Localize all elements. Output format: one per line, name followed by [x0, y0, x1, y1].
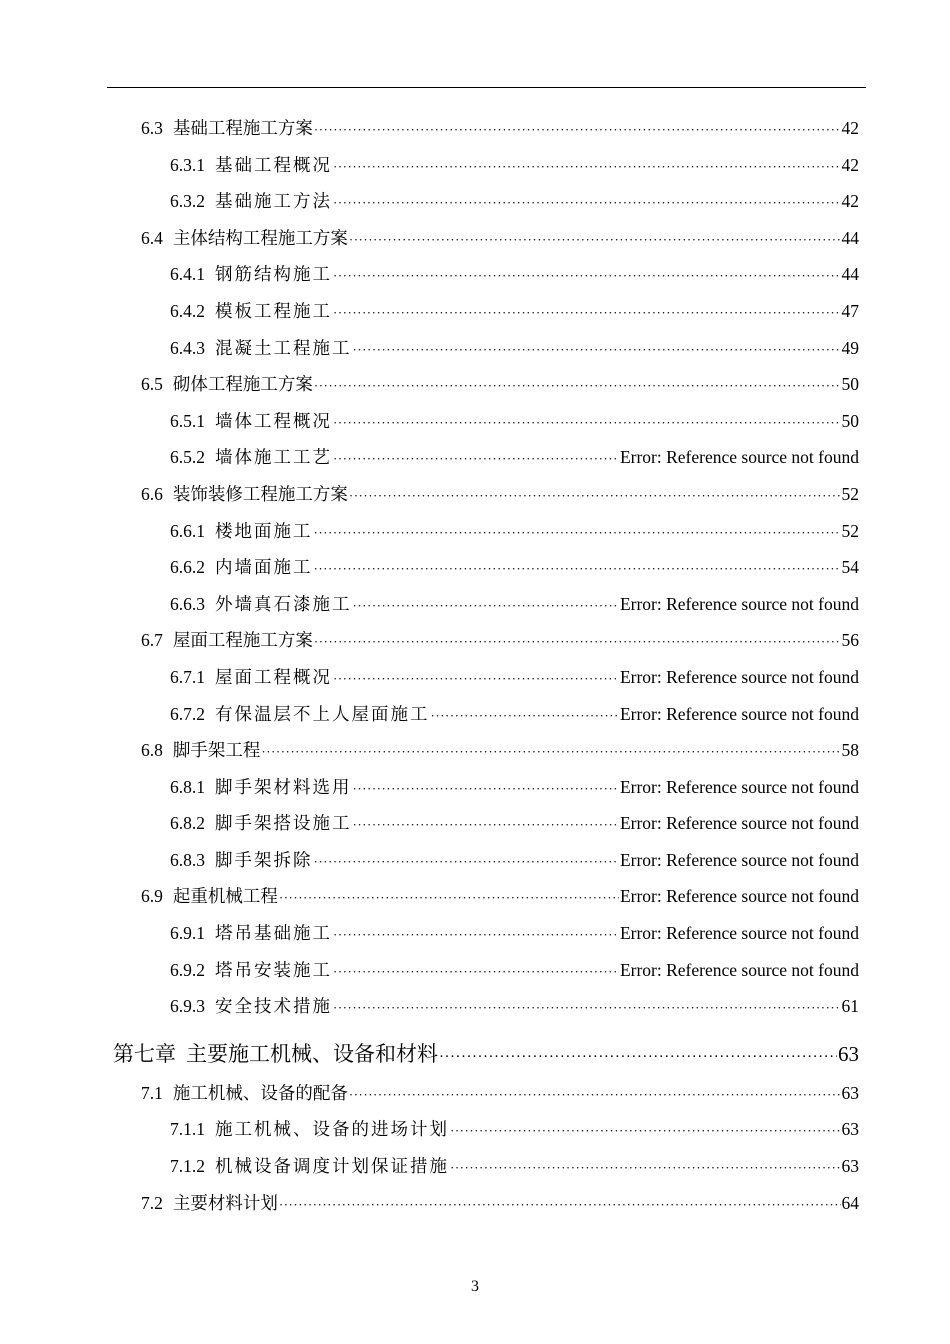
toc-entry-title: 钢筋结构施工: [215, 264, 332, 285]
toc-entry-number: 6.9: [141, 886, 163, 907]
toc-dot-leader: [333, 661, 619, 698]
toc-entry-title: 混凝土工程施工: [215, 337, 352, 358]
toc-entry[interactable]: [0, 732, 950, 769]
toc-entry-title: 施工机械、设备的进场计划: [215, 1119, 449, 1140]
toc-entry[interactable]: [0, 330, 950, 367]
toc-entry-page: 63: [841, 1082, 859, 1103]
toc-entry[interactable]: [0, 878, 950, 915]
footer-page-number: 3: [471, 1278, 479, 1295]
toc-entry[interactable]: [0, 220, 950, 257]
toc-entry[interactable]: [0, 110, 950, 147]
toc-entry-title: 脚手架工程: [172, 740, 261, 761]
toc-entry[interactable]: [0, 476, 950, 513]
toc-entry-title: 主要施工机械、设备和材料: [186, 1041, 438, 1066]
toc-dot-leader: [349, 478, 841, 515]
toc-entry-title: 有保温层不上人屋面施工: [215, 703, 430, 724]
toc-dot-leader: [353, 332, 841, 369]
toc-entry[interactable]: [0, 769, 950, 806]
toc-entry-page: 42: [841, 118, 859, 138]
toc-entry-page: 61: [841, 996, 859, 1017]
toc-dot-leader: [333, 149, 841, 186]
toc-entry-page: Error: Reference source not found: [619, 813, 859, 834]
toc-entry-title: 砌体工程施工方案: [172, 374, 313, 395]
toc-entry-number: 6.9.2: [170, 959, 205, 980]
toc-dot-leader: [314, 368, 841, 405]
toc-entry-title: 塔吊安装施工: [215, 959, 332, 980]
toc-entry[interactable]: [0, 696, 950, 733]
toc-entry-number: 6.6.2: [170, 557, 205, 578]
toc-dot-leader: [314, 844, 619, 881]
toc-entry-title: 主体结构工程施工方案: [172, 227, 348, 248]
toc-dot-leader: [333, 441, 619, 478]
toc-dot-leader: [349, 1077, 841, 1114]
toc-entry[interactable]: [0, 586, 950, 623]
toc-entry-title: 基础工程施工方案: [172, 118, 313, 138]
toc-entry-title: 内墙面施工: [215, 557, 313, 578]
toc-entry-page: 50: [841, 374, 859, 395]
toc-entry-page: Error: Reference source not found: [619, 776, 859, 797]
toc-entry-number: 6.9.1: [170, 923, 205, 944]
toc-entry-title: 安全技术措施: [215, 996, 332, 1017]
toc-entry[interactable]: [0, 915, 950, 952]
toc-entry-number: 6.7: [141, 630, 163, 651]
toc-dot-leader: [314, 515, 841, 552]
toc-entry[interactable]: [0, 403, 950, 440]
toc-entry-number: 6.8.1: [170, 776, 205, 797]
toc-entry-number: 6.3: [141, 118, 163, 138]
toc-entry-page: 49: [841, 337, 859, 358]
toc-dot-leader: [353, 588, 619, 625]
toc-entry-page: 58: [841, 740, 859, 761]
toc-entry-number: 7.1.2: [170, 1156, 205, 1177]
toc-entry[interactable]: [0, 659, 950, 696]
toc-entry-number: 7.2: [141, 1192, 163, 1213]
toc-dot-leader: [353, 807, 619, 844]
toc-entry-number: 6.4.1: [170, 264, 205, 285]
toc-entry-page: 50: [841, 410, 859, 431]
toc-entry-number: 6.6.3: [170, 593, 205, 614]
toc-entry-title: 楼地面施工: [215, 520, 313, 541]
toc-entry-page: Error: Reference source not found: [619, 959, 859, 980]
toc-entry-page: 63: [841, 1119, 859, 1140]
table-of-contents: [0, 110, 950, 1221]
toc-dot-leader: [333, 990, 841, 1027]
toc-entry-title: 外墙真石漆施工: [215, 593, 352, 614]
toc-entry-page: 44: [841, 227, 859, 248]
toc-dot-leader: [333, 295, 841, 332]
toc-entry-number: 6.4: [141, 227, 163, 248]
toc-entry-page: 42: [841, 191, 859, 212]
toc-dot-leader: [353, 771, 619, 808]
toc-entry-title: 脚手架材料选用: [215, 776, 352, 797]
toc-entry-title: 起重机械工程: [172, 886, 278, 907]
toc-entry[interactable]: [0, 183, 950, 220]
toc-entry-number: 6.8.2: [170, 813, 205, 834]
toc-dot-leader: [261, 734, 840, 771]
toc-entry-number: 6.9.3: [170, 996, 205, 1017]
toc-entry-number: 6.7.1: [170, 666, 205, 687]
toc-entry-page: Error: Reference source not found: [619, 666, 859, 687]
toc-entry-page: 54: [841, 557, 859, 578]
toc-entry-number: 7.1: [141, 1082, 163, 1103]
toc-dot-leader: [431, 698, 619, 735]
toc-entry-number: 6.8: [141, 740, 163, 761]
toc-entry-page: Error: Reference source not found: [619, 703, 859, 724]
toc-entry-number: 6.3.1: [170, 154, 205, 175]
toc-entry-number: 6.4.3: [170, 337, 205, 358]
toc-dot-leader: [333, 917, 619, 954]
toc-entry-title: 主要材料计划: [172, 1192, 278, 1213]
toc-entry[interactable]: [0, 366, 950, 403]
toc-entry[interactable]: [0, 988, 950, 1025]
toc-entry-page: 47: [841, 300, 859, 321]
toc-entry[interactable]: [0, 1111, 950, 1148]
toc-entry[interactable]: [0, 842, 950, 879]
toc-entry-number: 第七章: [113, 1041, 176, 1066]
toc-entry[interactable]: [0, 439, 950, 476]
toc-entry-number: 7.1.1: [170, 1119, 205, 1140]
toc-entry[interactable]: [0, 952, 950, 989]
toc-entry-page: 64: [841, 1192, 859, 1213]
toc-dot-leader: [333, 185, 841, 222]
toc-dot-leader: [314, 624, 841, 661]
toc-entry[interactable]: [0, 1148, 950, 1185]
toc-dot-leader: [333, 258, 841, 295]
toc-dot-leader: [314, 112, 841, 149]
toc-entry-page: 52: [841, 483, 859, 504]
toc-entry-number: 6.6.1: [170, 520, 205, 541]
toc-entry[interactable]: [0, 549, 950, 586]
toc-entry-page: Error: Reference source not found: [619, 593, 859, 614]
header-rule: [107, 87, 866, 88]
toc-entry[interactable]: [0, 805, 950, 842]
toc-entry[interactable]: [0, 1075, 950, 1112]
toc-entry-title: 塔吊基础施工: [215, 923, 332, 944]
toc-entry-number: 6.5.1: [170, 410, 205, 431]
toc-entry[interactable]: [0, 513, 950, 550]
toc-entry-number: 6.6: [141, 483, 163, 504]
toc-entry-title: 施工机械、设备的配备: [172, 1082, 348, 1103]
toc-entry-title: 脚手架搭设施工: [215, 813, 352, 834]
toc-dot-leader: [333, 954, 619, 991]
toc-entry-page: 42: [841, 154, 859, 175]
toc-dot-leader: [279, 1187, 841, 1224]
toc-entry[interactable]: [0, 256, 950, 293]
toc-entry-title: 墙体工程概况: [215, 410, 332, 431]
toc-entry-page: 63: [838, 1041, 859, 1066]
toc-entry-page: Error: Reference source not found: [619, 886, 859, 907]
toc-entry-page: Error: Reference source not found: [619, 923, 859, 944]
toc-entry-title: 基础施工方法: [215, 191, 332, 212]
toc-entry-number: 6.7.2: [170, 703, 205, 724]
toc-dot-leader: [349, 222, 841, 259]
toc-entry-page: Error: Reference source not found: [619, 849, 859, 870]
toc-entry-title: 墙体施工工艺: [215, 447, 332, 468]
toc-entry-page: 56: [841, 630, 859, 651]
toc-entry-title: 屋面工程施工方案: [172, 630, 313, 651]
toc-entry-title: 装饰装修工程施工方案: [172, 483, 348, 504]
toc-entry-page: 63: [841, 1156, 859, 1177]
toc-entry-title: 模板工程施工: [215, 300, 332, 321]
toc-entry-title: 基础工程概况: [215, 154, 332, 175]
toc-entry-number: 6.5: [141, 374, 163, 395]
toc-dot-leader: [314, 551, 841, 588]
toc-entry[interactable]: [0, 622, 950, 659]
toc-entry-title: 脚手架拆除: [215, 849, 313, 870]
toc-entry[interactable]: [0, 293, 950, 330]
toc-entry-page: 52: [841, 520, 859, 541]
toc-entry[interactable]: [0, 147, 950, 184]
toc-entry-number: 6.8.3: [170, 849, 205, 870]
toc-dot-leader: [279, 880, 619, 917]
toc-entry[interactable]: [0, 1025, 950, 1075]
toc-entry-title: 机械设备调度计划保证措施: [215, 1156, 449, 1177]
toc-entry-page: Error: Reference source not found: [619, 447, 859, 468]
toc-entry-number: 6.4.2: [170, 300, 205, 321]
toc-entry-number: 6.3.2: [170, 191, 205, 212]
toc-entry[interactable]: [0, 1185, 950, 1222]
toc-entry-page: 44: [841, 264, 859, 285]
toc-entry-number: 6.5.2: [170, 447, 205, 468]
toc-dot-leader: [450, 1150, 841, 1187]
toc-entry-title: 屋面工程概况: [215, 666, 332, 687]
toc-dot-leader: [450, 1113, 841, 1150]
toc-dot-leader: [333, 405, 841, 442]
